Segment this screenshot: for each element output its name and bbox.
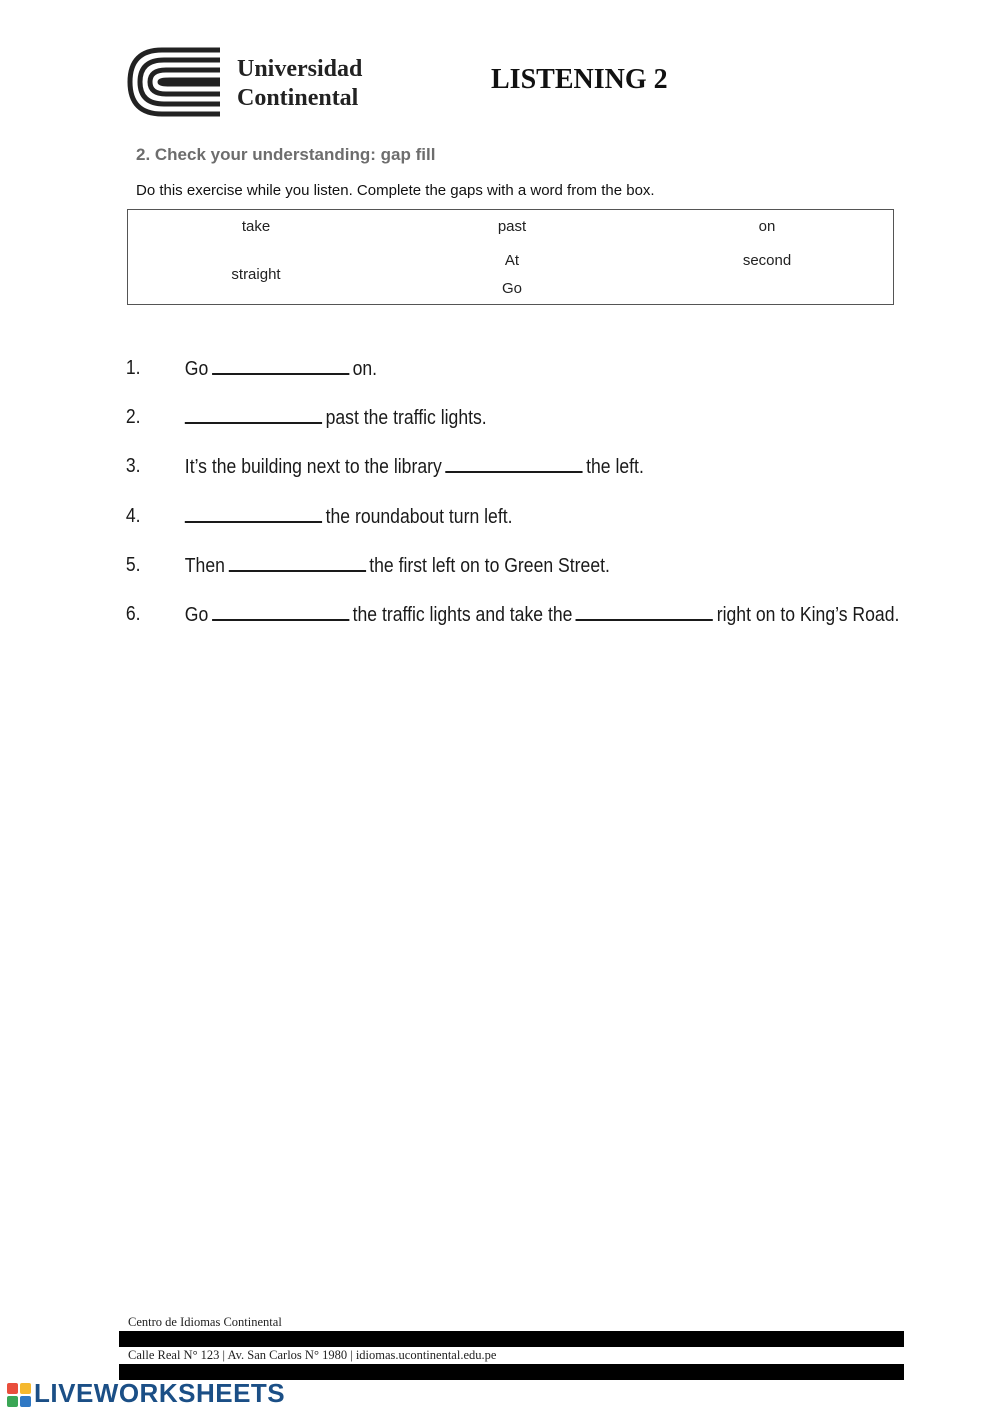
word-box-item: At — [504, 252, 520, 269]
item-text: Go — [184, 604, 209, 626]
word-box-item: Go — [501, 280, 523, 297]
item-text: Then — [184, 555, 225, 577]
answer-blank[interactable] — [212, 603, 349, 621]
footer-address: Calle Real N° 123 | Av. San Carlos N° 1980 | idiomas.ucontinental.edu.pe — [128, 1348, 497, 1362]
answer-blank[interactable] — [185, 505, 322, 523]
university-logo-icon — [126, 46, 222, 118]
footer-bar-top — [119, 1331, 904, 1347]
section-heading: 2. Check your understanding: gap fill — [136, 145, 436, 164]
item-number: 6. — [125, 603, 141, 625]
item-text: right on to King’s Road. — [716, 604, 900, 626]
page-title: LISTENING 2 — [491, 64, 668, 95]
word-box-item: straight — [231, 266, 281, 283]
university-name-line2: Continental — [237, 85, 359, 111]
liveworksheets-logo-icon — [7, 1383, 31, 1407]
item-number: 5. — [125, 554, 141, 576]
university-name — [237, 55, 362, 113]
item-text: past the traffic lights. — [325, 407, 487, 429]
word-box-item: second — [742, 252, 792, 269]
item-text: the traffic lights and take the — [352, 604, 573, 626]
footer-center-name: Centro de Idiomas Continental — [128, 1315, 282, 1329]
answer-blank[interactable] — [576, 603, 713, 621]
word-box-item: past — [497, 218, 527, 235]
word-box-item: on — [758, 218, 776, 235]
university-name-line1: Universidad — [237, 56, 363, 82]
item-text: the first left on to Green Street. — [369, 555, 610, 577]
answer-blank[interactable] — [212, 357, 349, 375]
word-box-item: take — [241, 218, 271, 235]
answer-blank[interactable] — [228, 554, 365, 572]
answer-blank[interactable] — [185, 406, 322, 424]
word-box — [127, 209, 894, 305]
item-number: 3. — [125, 455, 141, 477]
item-text: Go — [184, 358, 209, 380]
item-number: 1. — [125, 357, 141, 379]
item-text: It’s the building next to the library — [184, 456, 442, 478]
item-text: the left. — [586, 456, 644, 478]
item-number: 2. — [125, 406, 141, 428]
item-text: the roundabout turn left. — [325, 506, 513, 528]
answer-blank[interactable] — [445, 455, 582, 473]
instructions: Do this exercise while you listen. Complete the gaps with a word from the box. — [136, 182, 655, 199]
item-text: on. — [352, 358, 378, 380]
liveworksheets-watermark: LIVEWORKSHEETS — [34, 1378, 286, 1408]
item-number: 4. — [125, 505, 141, 527]
